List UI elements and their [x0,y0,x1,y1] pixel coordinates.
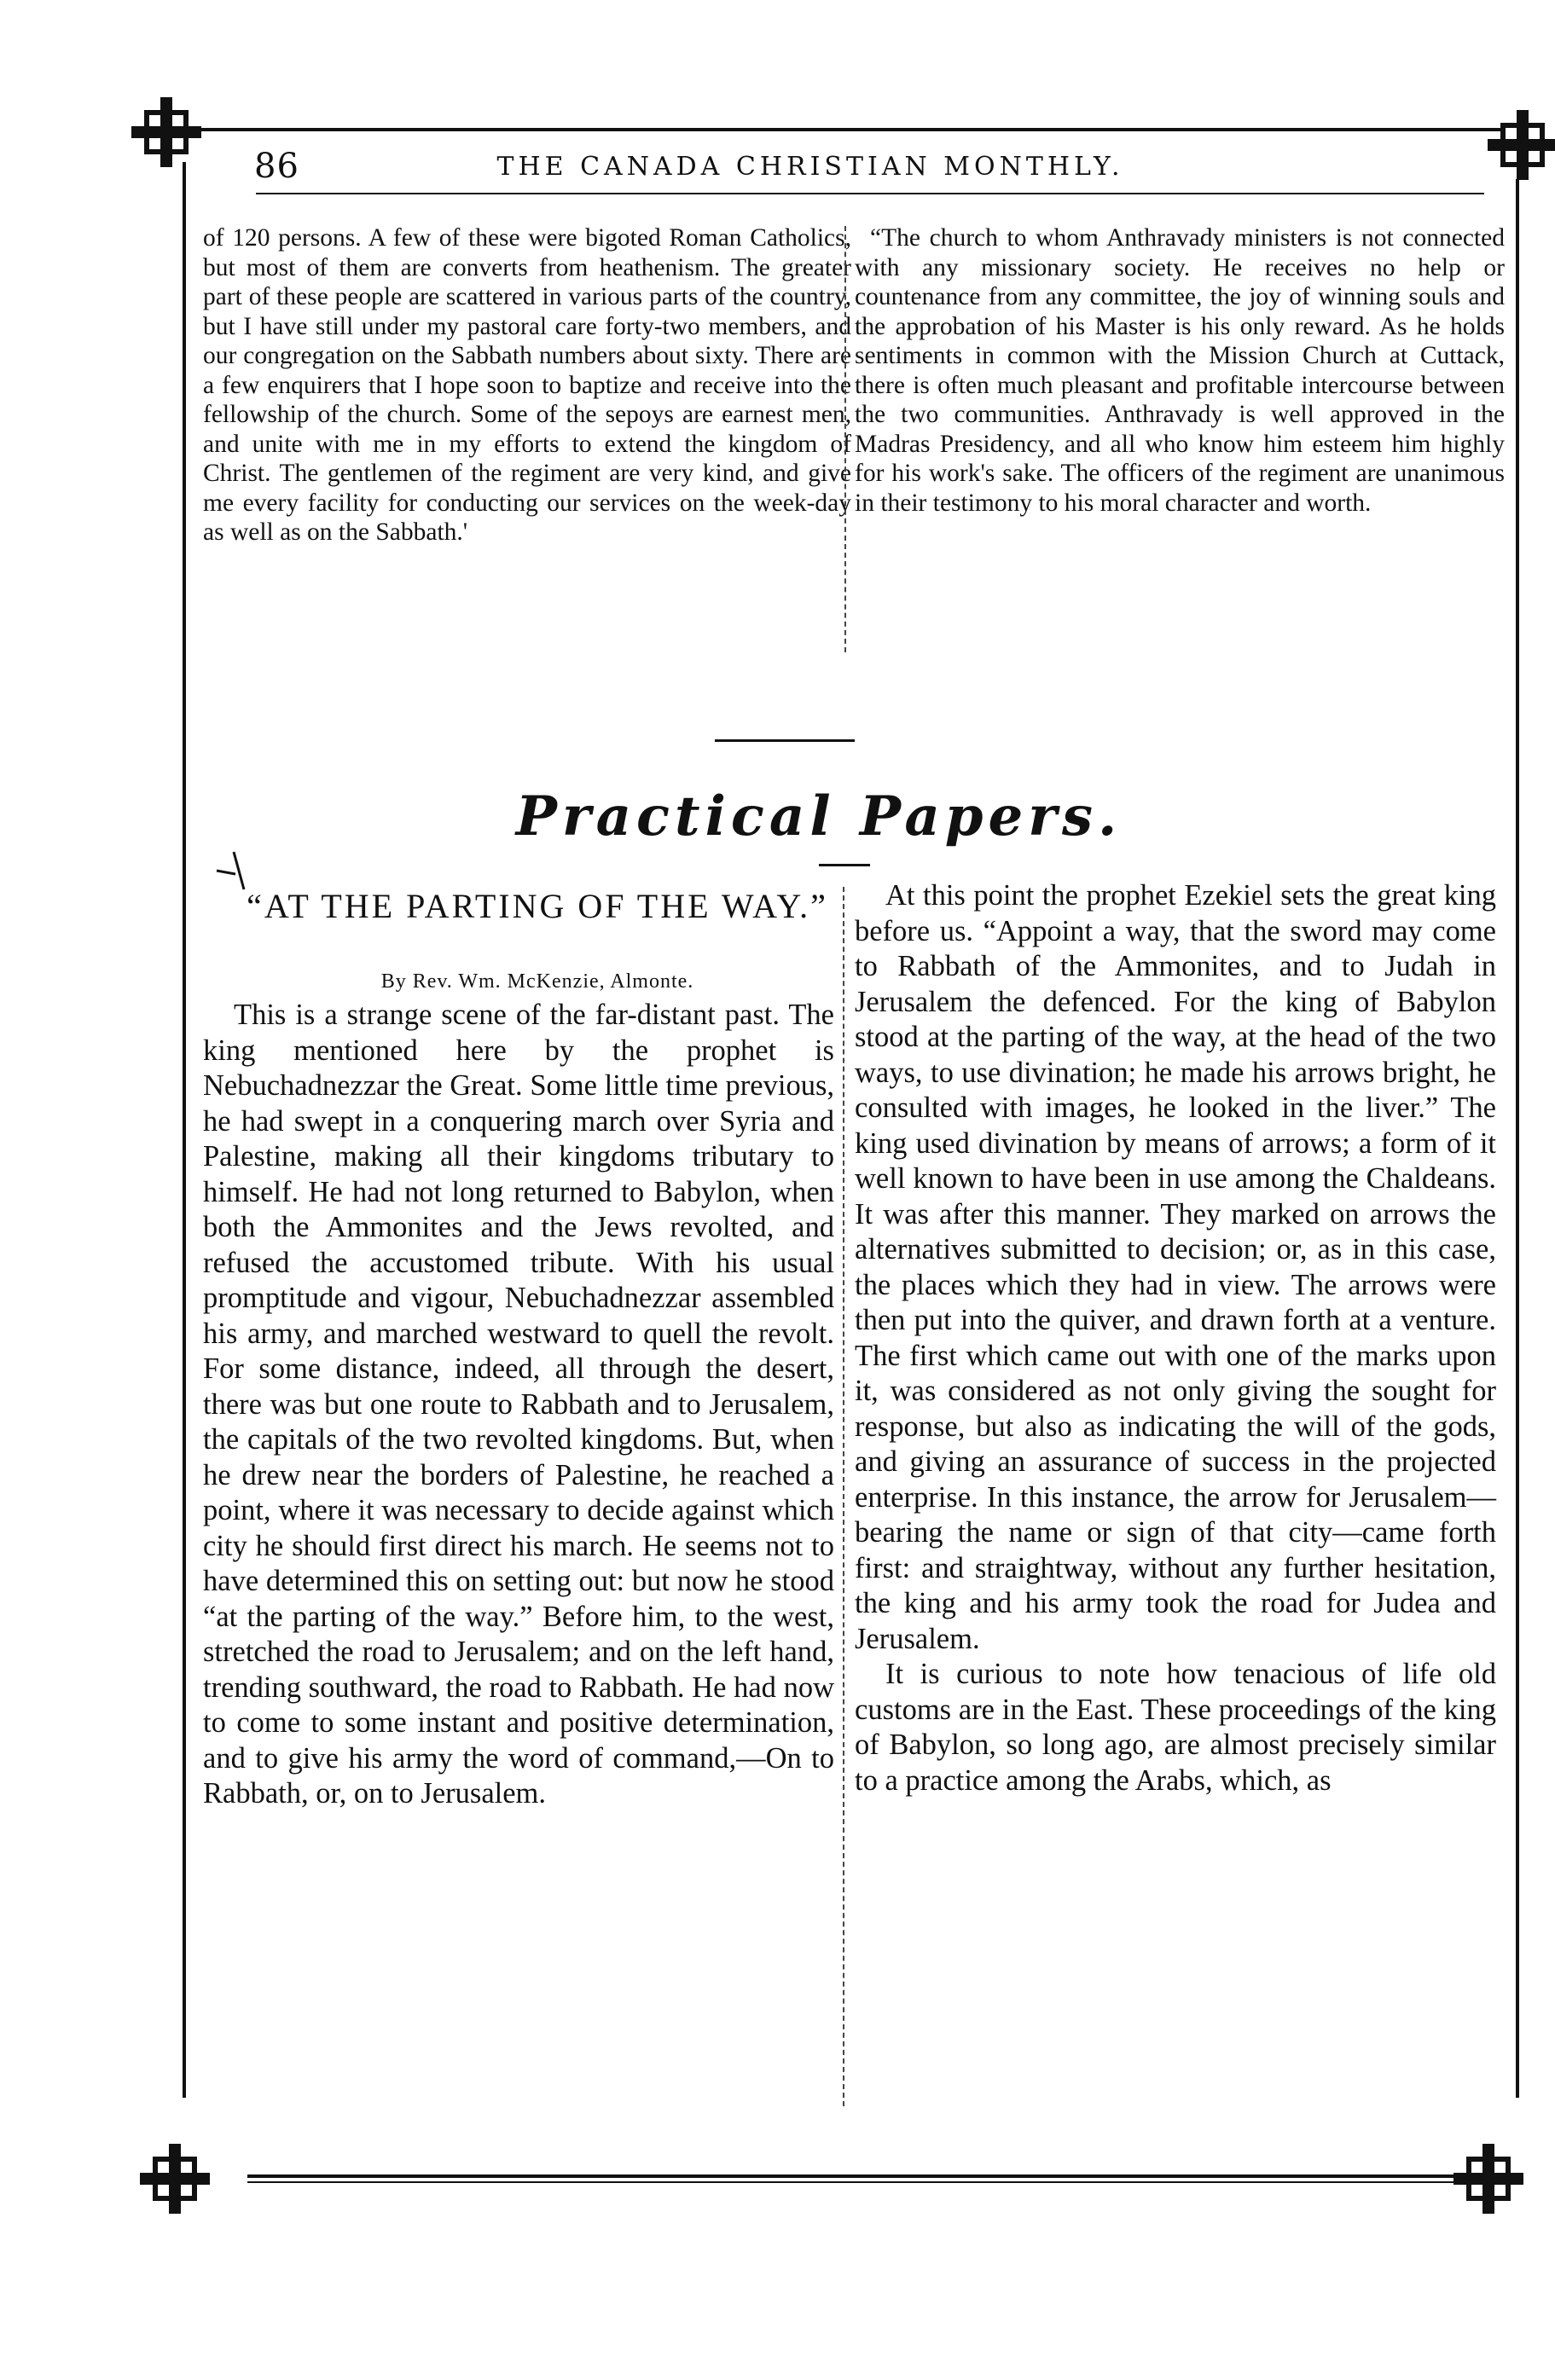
top-left-paragraph: of 120 persons. A few of these were bigoted Roman Catholics, but most of them are converts from heathenism. The greater part of these people are scattered in various parts of the country, but I have still under my pastoral care forty-two members, and our congregation on the Sabbath numbers about sixty. There are a few enquirers that I hope soon to baptize and receive into the fellowship of the church. Some of the sepoys are earnest men, and unite with me in my efforts to extend the kingdom of Christ. The gentlemen of the regiment are very kind, and give me every facility for conducting our services on the week-day as well as on the Sabbath.' [203,224,851,546]
header-underline-rule [256,193,1484,194]
handwritten-mark [210,840,278,891]
top-right-column [855,223,1505,518]
bottom-border-inner-rule [247,2181,1476,2183]
article-byline: By Rev. Wm. McKenzie, Almonte. [380,970,694,993]
article-column-divider [843,887,844,2106]
article-title: “AT THE PARTING OF THE WAY.” [247,887,828,925]
running-head: THE CANADA CHRISTIAN MONTHLY. [496,152,1124,182]
article-paragraph: It is curious to note how tenacious of life old customs are in the East. These proceedings of the king of Babylon, so long ago, are almost precisely similar to a practice among the Arabs, which, as [855,1658,1496,1797]
top-column-divider [844,226,846,652]
article-paragraph: This is a strange scene of the far-distant past. The king mentioned here by the prophet is Nebuchadnezzar the Great. Some little time previous, he had swept in a conquering march over Syria and Palestine, making all their kingdoms tributary to himself. He had not long returned to Babylon, when both the Ammonites and the Jews revolted, and refused the accustomed tribute. With his usual promptitude and vigour, Nebuchadnezzar assembled his army, and marched westward to quell the revolt. For some distance, indeed, all through the desert, there was but one route to Rabbath and to Jerusalem, the capitals of the two revolted kingdoms. But, when he drew near the borders of Palestine, he reached a point, where it was necessary to decide against which city he should first direct his march. He seems not to have determined this on setting out: but now he stood “at the parting of the way.” Before him, to the west, stretched the road to Jerusalem; and on the left hand, trending southward, the road to Rabbath. He had now to come to some instant and positive determination, and to give his army the word of command,—On to Rabbath, or, on to Jerusalem. [203,999,834,1810]
top-left-column [203,223,851,547]
top-border-rule [196,128,1501,131]
section-title: Practical Papers. [515,785,1123,848]
top-right-paragraph: “The church to whom Anthravady ministers is not connected with any missionary society. He receives no help or countenance from any committee, the joy of winning souls and the approbation of his Master is his only reward. As he holds sentiments in common with the Mission Church at Cuttack, there is often much pleasant and profitable intercourse between the two communities. Anthravady is well approved in the Madras Presidency, and all who know him esteem him highly for his work's sake. The officers of the regiment are unanimous in their testimony to his moral character and worth. [855,224,1505,517]
bottom-border-rule [247,2174,1476,2178]
left-border-rule [183,162,186,2098]
article-paragraph: At this point the prophet Ezekiel sets the great king before us. “Appoint a way, that the sword may come to Rabbath of the Ammonites, and to Judah in Jerusalem the defenced. For the king of Babylon stood at the parting of the way, at the head of the two ways, to use divination; he made his arrows bright, he consulted with images, he looked in the liver.” The king used divination by means of arrows; a form of it well known to have been in use among the Chaldeans. It was after this manner. They marked on arrows the alternatives submitted to decision; or, as in this case, the places which they had in view. The arrows were then put into the quiver, and drawn forth at a venture. The first which came out with one of the marks upon it, was considered as not only giving the sought for response, but also as indicating the will of the gods, and giving an assurance of success in the projected enterprise. In this instance, the arrow for Jerusalem—bearing the name or sign of that city—came forth first: and straightway, without any further hesitation, the king and his army took the road for Judea and Jerusalem. [855,879,1496,1655]
top-right-ornament-icon [1484,107,1555,183]
top-left-ornament-icon [128,94,205,171]
section-separator-rule [715,739,855,742]
article-right-column [855,878,1496,1798]
article-left-column [203,998,834,1812]
bottom-right-ornament-icon [1450,2140,1527,2217]
page-number: 86 [254,147,299,186]
title-rule-right [819,864,870,866]
right-border-rule [1516,179,1519,2098]
bottom-left-ornament-icon [136,2140,213,2217]
